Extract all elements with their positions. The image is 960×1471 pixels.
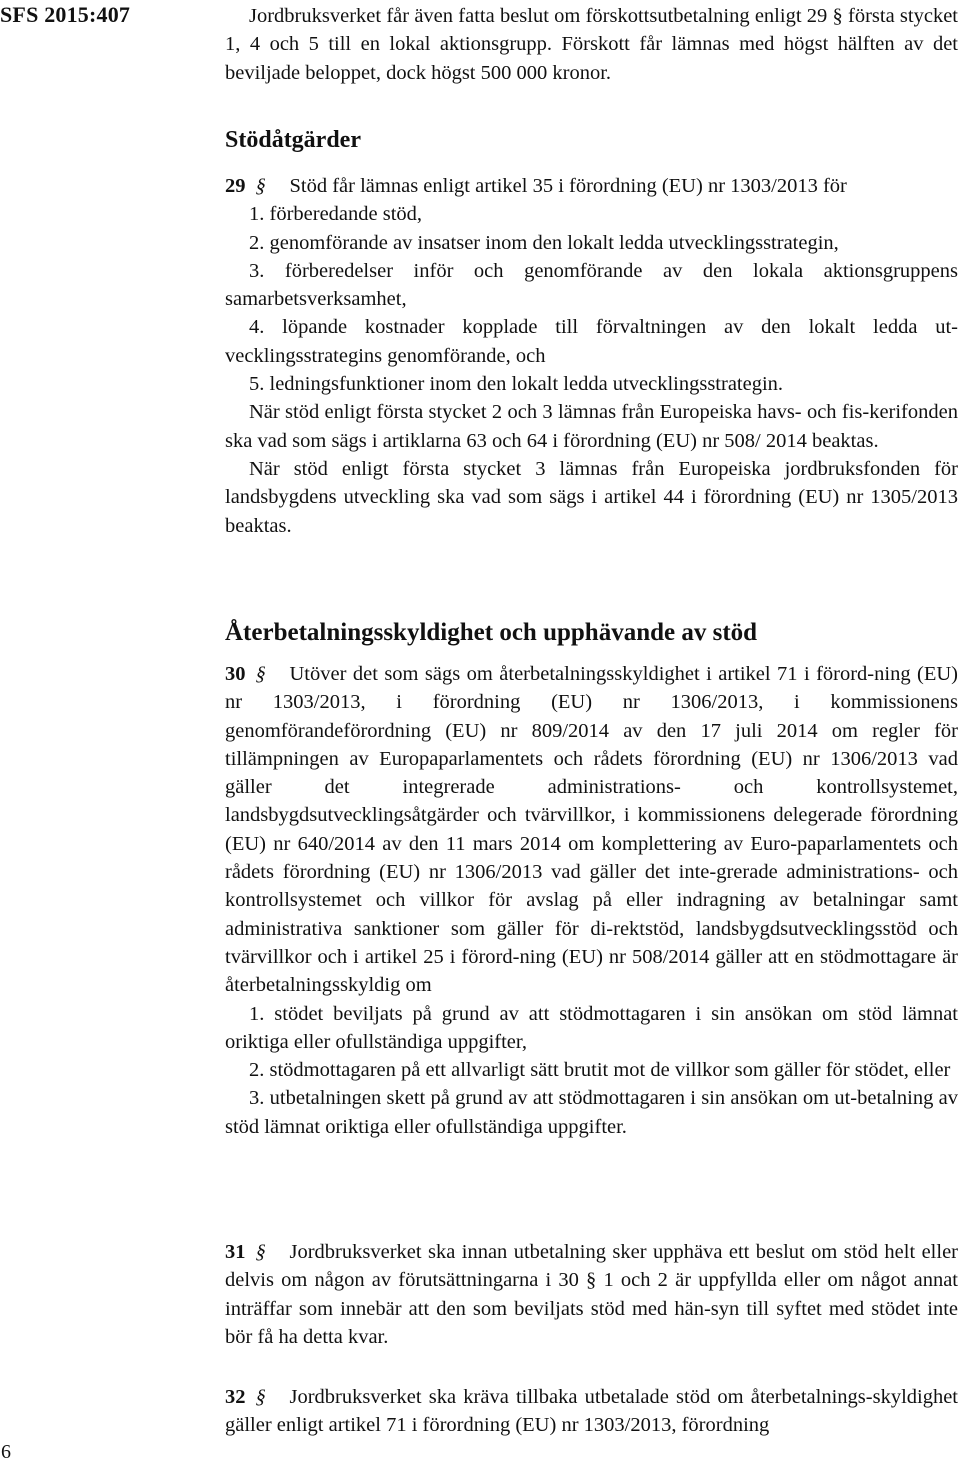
paragraph-text: Jordbruksverket ska innan utbetalning sker upphäva ett beslut om stöd helt eller delvis om någon av förutsättningarna i 30 § 1 och 2 är uppfyllda eller om något annat inträffar som innebär att den som beviljats stöd med hän-syn till syftet med stödet inte bör få ha detta kvar. [225, 1241, 958, 1348]
section-30 [225, 660, 958, 1141]
section-31 [225, 1238, 958, 1351]
list-item: 3. förberedelser inför och genomförande av den lokala aktionsgruppens samarbetsverksamhet, [225, 259, 958, 311]
section-32 [225, 1383, 958, 1440]
list-item: 2. genomförande av insatser inom den lokalt ledda utvecklingsstrategin, [249, 231, 839, 254]
paragraph-text: Utöver det som sägs om återbetalningsskyldighet i artikel 71 i förord-ning (EU) nr 1303/2013, i förordning (EU) nr 1306/2013, i kommissionens genomförandeförordning (EU) nr 809/2014 av den 17 juli 2014 om regler för tillämpningen av Europaparlamentets och rådets förordning (EU) nr 1306/2013 vad gäller det integrerade administrations- och kontrollsystemet, landsbygdsutvecklingsåtgärder och tvärvillkor, i kommissionens delegerade förordning (EU) nr 640/2014 av den 11 mars 2014 om komplettering av Euro-paparlamentets och rådets förordning (EU) nr 1306/2013 vad gäller det inte-grerade administrations- och kontrollsystemet och villkor för avslag på eller indragning av betalningar samt administrativa sanktioner som gäller för di-rektstöd, landsbygdsutvecklingsstöd och tvärvillkor och i artikel 25 i förord-ning (EU) nr 508/2014 gäller att en stödmottagare är återbetalningsskyldig om [225, 663, 958, 997]
paragraph-30 [225, 660, 958, 1000]
paragraph-31 [225, 1238, 958, 1351]
paragraph-number: 31 [225, 1241, 246, 1263]
paragraph-text: Jordbruksverket ska kräva tillbaka utbetalade stöd om återbetalnings-skyldighet gäller enligt artikel 71 i förordning (EU) nr 1303/2013, förordning [225, 1386, 958, 1437]
paragraph-29-lead [225, 172, 958, 200]
section-sign: § [253, 1241, 268, 1263]
section-sign: § [253, 175, 268, 197]
list-item: 1. stödet beviljats på grund av att stödmottagaren i sin ansökan om stöd lämnat oriktiga eller ofullständiga uppgifter, [225, 1002, 958, 1053]
list-item: 3. utbetalningen skett på grund av att stödmottagaren i sin ansökan om ut-betalning av stöd lämnat oriktiga eller ofullständiga uppgifter. [225, 1087, 958, 1138]
list-item: 4. löpande kostnader kopplade till förvaltningen av den lokalt ledda ut-vecklingsstrategins genomförande, och [225, 316, 958, 367]
paragraph-number: 30 [225, 663, 246, 685]
intro-paragraph: Jordbruksverket får även fatta beslut om förskottsutbetalning enligt 29 § första stycket 1, 4 och 5 till en lokal aktionsgrupp. Förskott får lämnas med högst hälften av det beviljade beloppet, dock högst 500 000 kronor. [225, 5, 958, 84]
section-29 [225, 172, 958, 540]
section-sign: § [253, 663, 268, 685]
paragraph-number: 29 [225, 175, 246, 197]
paragraph-lead-text: Stöd får lämnas enligt artikel 35 i förordning (EU) nr 1303/2013 för [289, 175, 847, 197]
paragraph-32 [225, 1383, 958, 1440]
paragraph: När stöd enligt första stycket 2 och 3 lämnas från Europeiska havs- och fis-kerifonden ska vad som sägs i artiklarna 63 och 64 i förordning (EU) nr 508/ 2014 beaktas. [225, 401, 958, 452]
paragraph-number: 32 [225, 1386, 246, 1408]
document-id: SFS 2015:407 [0, 2, 131, 27]
list-item: 1. förberedande stöd, [249, 203, 423, 226]
list-item: 5. ledningsfunktioner inom den lokalt ledda utvecklingsstrategin. [249, 373, 784, 396]
heading-stodatgarder: Stödåtgärder [225, 127, 361, 153]
paragraph: När stöd enligt första stycket 3 lämnas från Europeiska jordbruksfonden för landsbygdens utveckling ska vad som sägs i artikel 44 i förordning (EU) nr 1305/2013 beaktas. [225, 457, 958, 537]
section-sign: § [253, 1386, 268, 1408]
heading-aterbetalning: Återbetalningsskyldighet och upphävande av stöd [225, 619, 758, 646]
page-number: 6 [1, 1441, 11, 1463]
list-item: 2. stödmottagaren på ett allvarligt sätt brutit mot de villkor som gäller för stödet, eller [249, 1059, 951, 1082]
intro-block [225, 2, 958, 87]
